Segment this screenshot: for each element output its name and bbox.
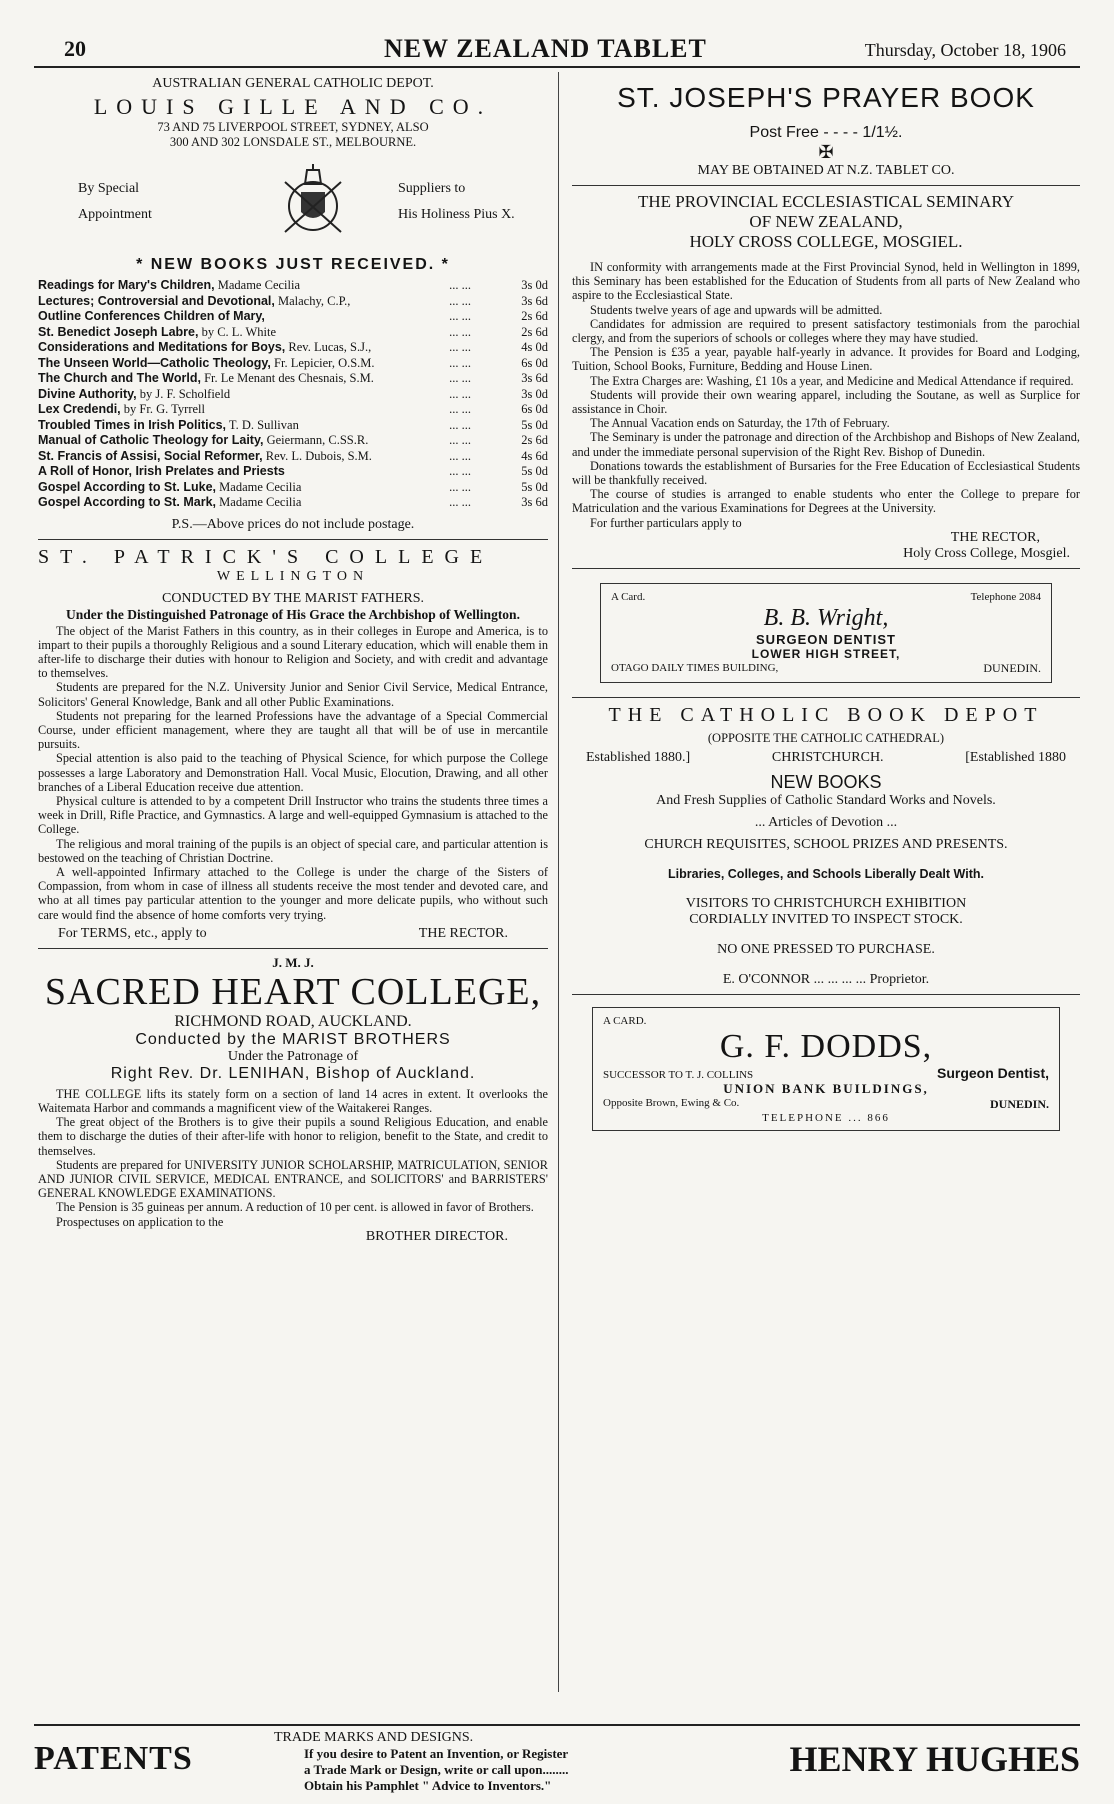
book-leader: ... ... [449, 464, 471, 478]
book-item [38, 356, 548, 372]
seminary-paragraph: The Extra Charges are: Washing, £1 10s a year, and Medicine and Medical Attendance if required. [590, 373, 1074, 388]
wright-city: DUNEDIN. [983, 660, 1041, 675]
wright-card-label: A Card. [611, 590, 646, 603]
sacred-conducted: Conducted by the MARIST BROTHERS [135, 1030, 451, 1048]
book-author: Malachy, C.P., [274, 293, 351, 308]
book-item [38, 464, 548, 480]
wright-street: LOWER HIGH STREET, [751, 646, 901, 661]
book-author: T. D. Sullivan [226, 417, 299, 432]
seminary-body [572, 260, 1080, 530]
book-leader: ... ... [449, 324, 471, 339]
book-author: Madame Cecilia [214, 278, 301, 292]
book-leader: ... ... [449, 371, 471, 385]
book-item [38, 309, 548, 325]
book-author: Madame Cecilia [216, 495, 302, 509]
book-author: Rev. Lucas, S.J., [285, 340, 372, 354]
dodds-card [592, 1007, 1060, 1131]
appointment-line1: By Special [78, 181, 140, 196]
book-title: Manual of Catholic Theology for Laity, Geiermann, C.SS.R. [38, 433, 369, 447]
book-title: The Unseen World—Catholic Theology, Fr. Lepicier, O.S.M. [38, 355, 375, 370]
sacred-heart-ad [38, 955, 548, 1245]
book-author: Fr. Lepicier, O.S.M. [270, 355, 375, 370]
st-patricks-ad [38, 546, 548, 942]
depot-visitors: VISITORS TO CHRISTCHURCH EXHIBITION [685, 895, 967, 911]
wright-telephone: Telephone 2084 [970, 590, 1041, 603]
book-leader: ... ... [449, 355, 471, 370]
wright-building: OTAGO DAILY TIMES BUILDING, [611, 661, 779, 674]
book-price: 3s 0d [521, 386, 548, 401]
depot-cordially: CORDIALLY INVITED TO INSPECT STOCK. [689, 911, 963, 927]
book-price: 5s 0d [521, 464, 548, 478]
page-header [34, 34, 1080, 68]
book-leader: ... ... [449, 448, 471, 463]
book-author: Rev. L. Dubois, S.M. [262, 448, 372, 463]
wright-name: B. B. Wright, [763, 604, 889, 631]
patricks-paragraph: The religious and moral training of the pupils is an object of special care, and particular attention is bestowed on the teaching of Christian Doctrine. [38, 836, 548, 865]
book-leader: ... ... [449, 309, 471, 323]
dodds-telephone: TELEPHONE ... 866 [762, 1111, 890, 1124]
seminary-ad [572, 192, 1080, 562]
book-author: Madame Cecilia [216, 479, 302, 494]
prayer-book-ad [572, 82, 1080, 179]
dodds-card-label: A CARD. [603, 1014, 647, 1027]
depot-city: CHRISTCHURCH. [771, 749, 884, 765]
page-number: 20 [64, 36, 86, 61]
right-column [572, 76, 1080, 1131]
book-title: Lectures; Controversial and Devotional, Malachy, C.P., [38, 293, 351, 308]
seminary-paragraph: For further particulars apply to [590, 515, 742, 530]
suppliers-line2: His Holiness Pius X. [398, 207, 515, 222]
sacred-paragraph: Prospectuses on application to the [56, 1214, 224, 1229]
patricks-body [38, 624, 548, 922]
book-item [38, 340, 548, 356]
patricks-paragraph: A well-appointed Infirmary attached to the College is under the charge of the Sisters of Compassion, from whom in case of illness all students receive the most tender and devoted care, and who at all times pay particular attention to the younger and more delicate pupils, who without such care would find the absence of home comforts very trying. [38, 864, 548, 922]
depot-proprietor: E. O'CONNOR ... ... ... ... Proprietor. [722, 971, 930, 987]
dodds-building: UNION BANK BUILDINGS, [723, 1080, 929, 1096]
divider [38, 948, 548, 949]
left-column [38, 76, 548, 1245]
depot-new-books: NEW BOOKS [770, 771, 882, 792]
depot-articles: ... Articles of Devotion ... [754, 814, 898, 830]
sacred-jmj: J. M. J. [272, 954, 314, 970]
book-author: by C. L. White [198, 324, 277, 339]
book-title: Considerations and Meditations for Boys, Rev. Lucas, S.J., [38, 340, 372, 354]
patricks-paragraph: The object of the Marist Fathers in this country, as in their colleges in Europe and America, is to impart to their pupils a thoroughly Religious and a sound Literary education, which will enable them in after-life to discharge their duties with honour to Religion and Society, and with credit and advantage to themselves. [38, 623, 548, 681]
sacred-director: BROTHER DIRECTOR. [365, 1228, 508, 1244]
gille-addr2: 300 AND 302 LONSDALE ST., MELBOURNE. [169, 135, 417, 149]
book-price: 6s 0d [521, 355, 548, 370]
column-divider [558, 72, 559, 1692]
depot-no-one: NO ONE PRESSED TO PURCHASE. [717, 941, 935, 957]
footer-line1: If you desire to Patent an Invention, or Register [304, 1746, 569, 1761]
sacred-bishop: Right Rev. Dr. LENIHAN, Bishop of Auckland. [110, 1064, 476, 1082]
book-list [38, 278, 548, 511]
book-leader: ... ... [449, 495, 471, 509]
wright-card [600, 583, 1052, 683]
appointment-line2: Appointment [78, 207, 152, 222]
book-price: 2s 6d [521, 309, 548, 323]
book-item [38, 278, 548, 294]
dodds-opposite: Opposite Brown, Ewing & Co. [603, 1096, 740, 1109]
book-item [38, 325, 548, 341]
book-price: 2s 6d [521, 324, 548, 339]
patricks-paragraph: Special attention is also paid to the teaching of Physical Science, for which purpose the College possesses a large Laboratory and Demonstration Hall. Vocal Music, Elocution, Drawing, and all other branches of a Liberal Education receive due attention. [38, 751, 548, 794]
book-leader: ... ... [449, 386, 471, 401]
footer-ad [34, 1724, 1080, 1796]
book-leader: ... ... [449, 340, 471, 354]
seminary-paragraph: Students twelve years of age and upwards will be admitted. [590, 302, 883, 317]
book-leader: ... ... [449, 402, 471, 416]
book-title: A Roll of Honor, Irish Prelates and Priests [38, 464, 285, 478]
gille-addr1: 73 AND 75 LIVERPOOL STREET, SYDNEY, ALSO [157, 120, 429, 134]
depot-est1: Established 1880.] [586, 749, 691, 765]
book-title: The Church and The World, Fr. Le Menant des Chesnais, S.M. [38, 371, 374, 385]
postage-note: P.S.—Above prices do not include postage. [171, 516, 415, 532]
dodds-name: G. F. DODDS, [719, 1027, 933, 1065]
gille-name: LOUIS GILLE AND CO. [93, 94, 493, 119]
patricks-paragraph: Students not preparing for the learned Professions have the advantage of a Special Commercial Course, under efficient management, where they are taught all that will be of use in mercantile pursuits. [38, 708, 548, 752]
cross-icon: ✠ [818, 142, 834, 162]
book-price: 3s 0d [521, 278, 548, 292]
divider [572, 185, 1080, 186]
patricks-paragraph: Physical culture is attended to by a competent Drill Instructor who trains the students three times a week in Drill, Rifle Practice, and Gymnastics. A large and well-equipped Gymnasium is attached to the College. [38, 793, 548, 837]
divider [572, 994, 1080, 995]
seminary-paragraph: The Annual Vacation ends on Saturday, the 17th of February. [590, 416, 890, 431]
gille-ad [38, 76, 548, 533]
book-price: 6s 0d [521, 402, 548, 416]
book-leader: ... ... [449, 479, 471, 494]
book-title: Gospel According to St. Mark, Madame Cecilia [38, 495, 302, 509]
book-item [38, 371, 548, 387]
seminary-title1: THE PROVINCIAL ECCLESIASTICAL SEMINARY [637, 192, 1015, 211]
seminary-paragraph: The course of studies is arranged to enable students who enter the College to prepare for Matriculation and the various Examinations for Degrees at the University. [572, 487, 1080, 516]
patents-heading: PATENTS [34, 1740, 193, 1777]
patricks-paragraph: Students are prepared for the N.Z. University Junior and Senior Civil Service, Medical Entrance, Solicitors' General Knowledge, Bank and all other Public Examinations. [38, 680, 548, 709]
book-author: by J. F. Scholfield [136, 386, 231, 401]
book-leader: ... ... [449, 433, 471, 447]
sacred-under: Under the Patronage of [227, 1048, 359, 1064]
book-title: St. Francis of Assisi, Social Reformer, Rev. L. Dubois, S.M. [38, 448, 372, 463]
prayer-book-obtain: MAY BE OBTAINED AT N.Z. TABLET CO. [697, 163, 955, 178]
divider [572, 697, 1080, 698]
gille-top: AUSTRALIAN GENERAL CATHOLIC DEPOT. [152, 76, 434, 91]
book-price: 5s 0d [521, 417, 548, 432]
patricks-title: ST. PATRICK'S COLLEGE [38, 545, 494, 568]
masthead-title: NEW ZEALAND TABLET [384, 34, 707, 63]
book-item [38, 433, 548, 449]
book-title: Readings for Mary's Children, Madame Cecilia [38, 278, 301, 292]
henry-hughes-heading: HENRY HUGHES [789, 1739, 1080, 1779]
book-author: by Fr. G. Tyrrell [120, 402, 205, 416]
book-item [38, 402, 548, 418]
divider [572, 568, 1080, 569]
sacred-paragraph: The great object of the Brothers is to give their pupils a sound Religious Education, and enable them to discharge the duties of their after-life with honor to religion, benefit to the State, and credit to themselves. [38, 1115, 548, 1158]
issue-date: Thursday, October 18, 1906 [864, 40, 1066, 60]
book-title: Lex Credendi, by Fr. G. Tyrrell [38, 402, 205, 416]
book-price: 5s 0d [521, 479, 548, 494]
divider [38, 539, 548, 540]
terms-line: For TERMS, etc., apply to [58, 925, 207, 941]
patricks-conducted: CONDUCTED BY THE MARIST FATHERS. [161, 590, 424, 606]
new-books-heading: * NEW BOOKS JUST RECEIVED. * [136, 256, 450, 273]
book-leader: ... ... [449, 417, 471, 432]
book-item [38, 480, 548, 496]
book-price: 4s 6d [521, 448, 548, 463]
book-title: Troubled Times in Irish Politics, T. D. Sullivan [38, 417, 299, 432]
sacred-paragraph: Students are prepared for UNIVERSITY JUNIOR SCHOLARSHIP, MATRICULATION, SENIOR AND JUNIOR CIVIL SERVICE, MEDICAL ENTRANCE, and SOLICITORS' and BARRISTERS' GENERAL KNOWLEDGE EXAMINATIONS. [38, 1157, 548, 1201]
book-leader: ... ... [449, 278, 471, 292]
sacred-paragraph: THE COLLEGE lifts its stately form on a section of land 14 acres in extent. It overlooks the Waitemata Harbor and commands a magnificent view of the Waitakerei Ranges. [38, 1086, 548, 1115]
footer-line2: a Trade Mark or Design, write or call upon........ [304, 1762, 569, 1777]
gille-left [38, 181, 228, 223]
book-title: Divine Authority, by J. F. Scholfield [38, 386, 231, 401]
seminary-paragraph: IN conformity with arrangements made at the First Provincial Synod, held in Wellington in 1899, this Seminary has been established for the Education of Students from all parts of New Zealand who aspire to the Ecclesiastical State. [572, 260, 1080, 303]
depot-libraries: Libraries, Colleges, and Schools Liberally Dealt With. [668, 866, 984, 881]
book-title: Gospel According to St. Luke, Madame Cecilia [38, 479, 302, 494]
sacred-address: RICHMOND ROAD, AUCKLAND. [174, 1012, 412, 1030]
seminary-paragraph: Candidates for admission are required to present satisfactory testimonials from the parochial clergy, and from the superiors of schools or colleges where they may have studied. [572, 316, 1080, 346]
dodds-successor: SUCCESSOR TO T. J. COLLINS [603, 1068, 754, 1081]
book-author: Fr. Le Menant des Chesnais, S.M. [200, 371, 374, 385]
book-item [38, 449, 548, 465]
dodds-role: Surgeon Dentist, [936, 1064, 1049, 1081]
depot-title: THE CATHOLIC BOOK DEPOT [608, 703, 1044, 726]
depot-supply: And Fresh Supplies of Catholic Standard Works and Novels. [656, 792, 996, 808]
depot-est2: [Established 1880 [965, 749, 1066, 765]
book-item [38, 294, 548, 310]
book-price: 3s 6d [521, 495, 548, 509]
suppliers-line1: Suppliers to [398, 181, 466, 196]
sacred-paragraph: The Pension is 35 guineas per annum. A reduction of 10 per cent. is allowed in favor of Brothers. [56, 1200, 534, 1215]
book-item [38, 418, 548, 434]
wright-role: SURGEON DENTIST [756, 631, 896, 647]
seminary-paragraph: The Pension is £35 a year, payable half-yearly in advance. It provides for Board and Lodging, Tuition, School Books, Furniture, Bedding and House Linen. [572, 345, 1080, 374]
book-price: 4s 0d [521, 340, 548, 354]
book-item [38, 495, 548, 511]
book-price: 3s 6d [521, 371, 548, 385]
seminary-place: Holy Cross College, Mosgiel. [903, 545, 1070, 561]
gille-right [398, 181, 548, 223]
seminary-title3: HOLY CROSS COLLEGE, MOSGIEL. [689, 232, 963, 251]
seminary-rector: THE RECTOR, [950, 529, 1040, 545]
trade-marks-heading: TRADE MARKS AND DESIGNS. [274, 1730, 474, 1745]
prayer-book-price: Post Free - - - - 1/1½. [749, 124, 903, 141]
patricks-city: WELLINGTON [216, 568, 370, 584]
sacred-title: SACRED HEART COLLEGE, [44, 970, 542, 1013]
book-depot-ad [572, 704, 1080, 988]
seminary-title2: OF NEW ZEALAND, [749, 212, 903, 231]
seminary-paragraph: The Seminary is under the patronage and direction of the Archbishop and Bishops of New Zealand, and under the immediate personal supervision of the Right Rev. Bishop of Dunedin. [572, 430, 1080, 459]
seminary-paragraph: Students will provide their own wearing apparel, including the Soutane, as well as Surplice for assistance in Choir. [572, 387, 1080, 417]
book-title: Outline Conferences Children of Mary, [38, 309, 265, 323]
seminary-paragraph: Donations towards the establishment of Bursaries for the Free Education of Ecclesiastical Students will be thankfully received. [572, 458, 1080, 488]
book-item [38, 387, 548, 403]
book-leader: ... ... [449, 293, 471, 308]
book-author: Geiermann, C.SS.R. [263, 433, 369, 447]
book-price: 2s 6d [521, 433, 548, 447]
footer-line3: Obtain his Pamphlet " Advice to Inventors." [304, 1778, 552, 1793]
patricks-under: Under the Distinguished Patronage of His Grace the Archbishop of Wellington. [66, 606, 520, 622]
patricks-rector: THE RECTOR. [418, 925, 508, 941]
dodds-city: DUNEDIN. [989, 1096, 1049, 1111]
depot-opposite: (OPPOSITE THE CATHOLIC CATHEDRAL) [707, 730, 945, 745]
prayer-book-title: ST. JOSEPH'S PRAYER BOOK [617, 82, 1035, 113]
sacred-body [38, 1087, 548, 1229]
papal-crest-icon [273, 162, 353, 242]
book-title: St. Benedict Joseph Labre, by C. L. White [38, 324, 277, 339]
depot-requisites: CHURCH REQUISITES, SCHOOL PRIZES AND PRESENTS. [644, 836, 1008, 852]
book-price: 3s 6d [521, 293, 548, 308]
